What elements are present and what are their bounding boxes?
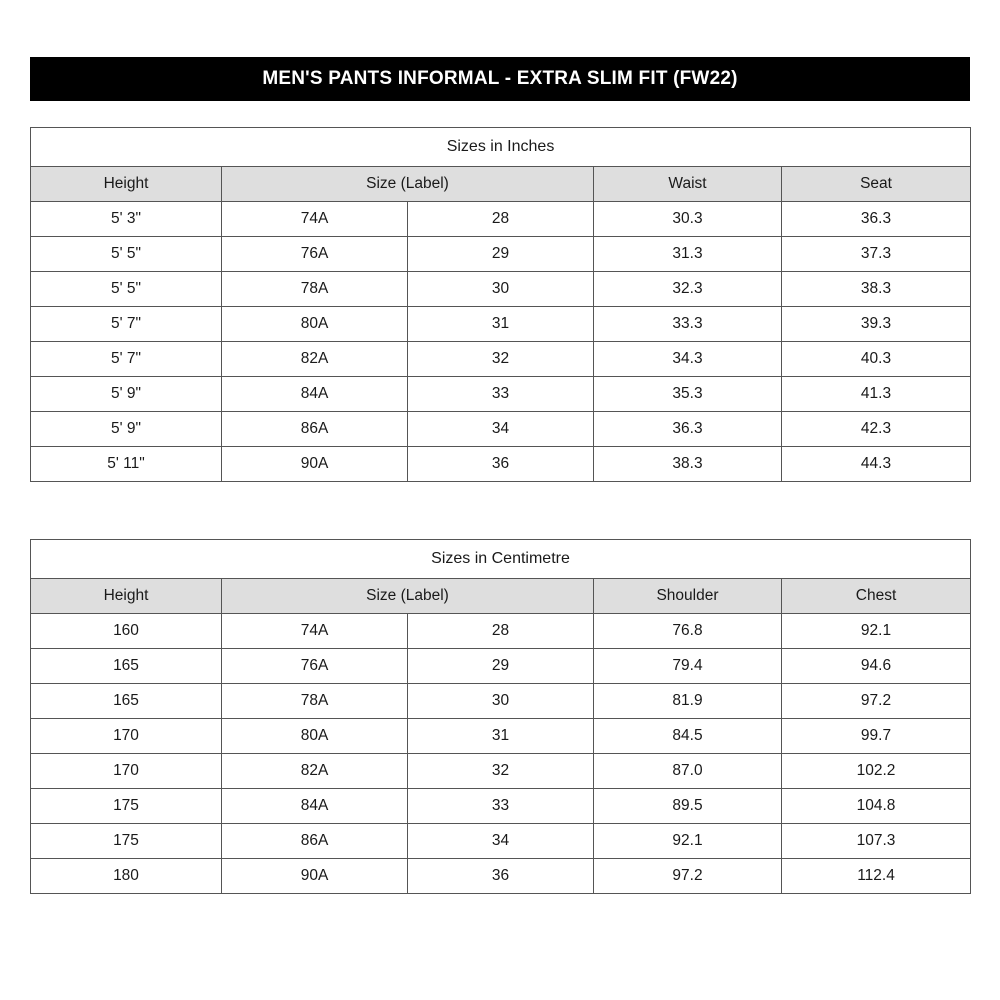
column-header-height: Height [31,579,222,614]
table-row [31,272,971,307]
cell-size-number: 36 [408,859,594,894]
cell-size-number: 29 [408,237,594,272]
cell-chest: 92.1 [782,614,971,649]
cell-seat: 36.3 [782,202,971,237]
cell-size-label: 82A [222,342,408,377]
cell-size-number: 28 [408,614,594,649]
cell-height: 5' 9" [31,412,222,447]
table-row [31,202,971,237]
cell-height: 175 [31,789,222,824]
table-row [31,614,971,649]
cell-size-label: 80A [222,307,408,342]
cell-waist: 36.3 [594,412,782,447]
table-caption: Sizes in Centimetre [31,540,971,579]
table-row [31,237,971,272]
cell-size-label: 90A [222,447,408,482]
column-header-chest: Chest [782,579,971,614]
table-row [31,447,971,482]
column-header-shoulder: Shoulder [594,579,782,614]
cell-size-number: 33 [408,789,594,824]
table-header-row [31,579,971,614]
cell-size-label: 84A [222,377,408,412]
cell-chest: 104.8 [782,789,971,824]
cell-waist: 31.3 [594,237,782,272]
table-caption-row [31,128,971,167]
cell-shoulder: 84.5 [594,719,782,754]
table-row [31,859,971,894]
table-row [31,307,971,342]
cell-height: 170 [31,754,222,789]
cell-shoulder: 89.5 [594,789,782,824]
cell-waist: 33.3 [594,307,782,342]
table-row [31,789,971,824]
cell-height: 165 [31,649,222,684]
cell-seat: 41.3 [782,377,971,412]
cell-seat: 39.3 [782,307,971,342]
table-row [31,824,971,859]
table-row [31,649,971,684]
table-row [31,719,971,754]
cell-shoulder: 97.2 [594,859,782,894]
cell-size-label: 84A [222,789,408,824]
cell-size-number: 31 [408,307,594,342]
cell-size-label: 78A [222,684,408,719]
cell-height: 5' 7" [31,342,222,377]
cell-height: 5' 11" [31,447,222,482]
cell-height: 165 [31,684,222,719]
cell-seat: 37.3 [782,237,971,272]
cell-size-number: 30 [408,684,594,719]
cell-chest: 112.4 [782,859,971,894]
cell-size-label: 76A [222,649,408,684]
cell-height: 160 [31,614,222,649]
cell-size-number: 34 [408,824,594,859]
column-header-waist: Waist [594,167,782,202]
cell-size-label: 82A [222,754,408,789]
page-title [30,57,970,101]
table-row [31,377,971,412]
cell-size-number: 28 [408,202,594,237]
cell-size-label: 78A [222,272,408,307]
cell-seat: 44.3 [782,447,971,482]
column-header-size-label: Size (Label) [222,579,594,614]
table-caption: Sizes in Inches [31,128,971,167]
cell-height: 175 [31,824,222,859]
cell-size-label: 86A [222,412,408,447]
table-row [31,342,971,377]
cell-waist: 38.3 [594,447,782,482]
cell-seat: 42.3 [782,412,971,447]
cell-waist: 30.3 [594,202,782,237]
cell-size-number: 30 [408,272,594,307]
cell-size-label: 76A [222,237,408,272]
cell-size-number: 33 [408,377,594,412]
cell-chest: 102.2 [782,754,971,789]
column-header-size-label: Size (Label) [222,167,594,202]
table-header-row [31,167,971,202]
cell-size-label: 74A [222,202,408,237]
cell-shoulder: 81.9 [594,684,782,719]
cell-size-number: 36 [408,447,594,482]
cell-size-label: 74A [222,614,408,649]
cell-height: 5' 3" [31,202,222,237]
column-header-height: Height [31,167,222,202]
cell-size-number: 32 [408,754,594,789]
table-caption-row [31,540,971,579]
cell-shoulder: 76.8 [594,614,782,649]
cell-chest: 94.6 [782,649,971,684]
cell-size-label: 86A [222,824,408,859]
cell-size-label: 90A [222,859,408,894]
table-row [31,754,971,789]
cell-shoulder: 79.4 [594,649,782,684]
cell-shoulder: 87.0 [594,754,782,789]
cell-height: 180 [31,859,222,894]
cell-chest: 99.7 [782,719,971,754]
table-sizes-centimetre [30,539,971,894]
table-row [31,684,971,719]
cell-seat: 40.3 [782,342,971,377]
cell-size-number: 34 [408,412,594,447]
cell-seat: 38.3 [782,272,971,307]
cell-height: 5' 5" [31,237,222,272]
table-sizes-inches [30,127,971,482]
cell-height: 5' 9" [31,377,222,412]
cell-waist: 34.3 [594,342,782,377]
cell-waist: 32.3 [594,272,782,307]
cell-size-number: 29 [408,649,594,684]
cell-size-number: 32 [408,342,594,377]
cell-chest: 97.2 [782,684,971,719]
cell-height: 5' 5" [31,272,222,307]
cell-height: 5' 7" [31,307,222,342]
column-header-seat: Seat [782,167,971,202]
table-row [31,412,971,447]
cell-waist: 35.3 [594,377,782,412]
cell-size-number: 31 [408,719,594,754]
cell-size-label: 80A [222,719,408,754]
cell-shoulder: 92.1 [594,824,782,859]
page-title-text: MEN'S PANTS INFORMAL - EXTRA SLIM FIT (FW22) [262,68,738,89]
cell-chest: 107.3 [782,824,971,859]
cell-height: 170 [31,719,222,754]
